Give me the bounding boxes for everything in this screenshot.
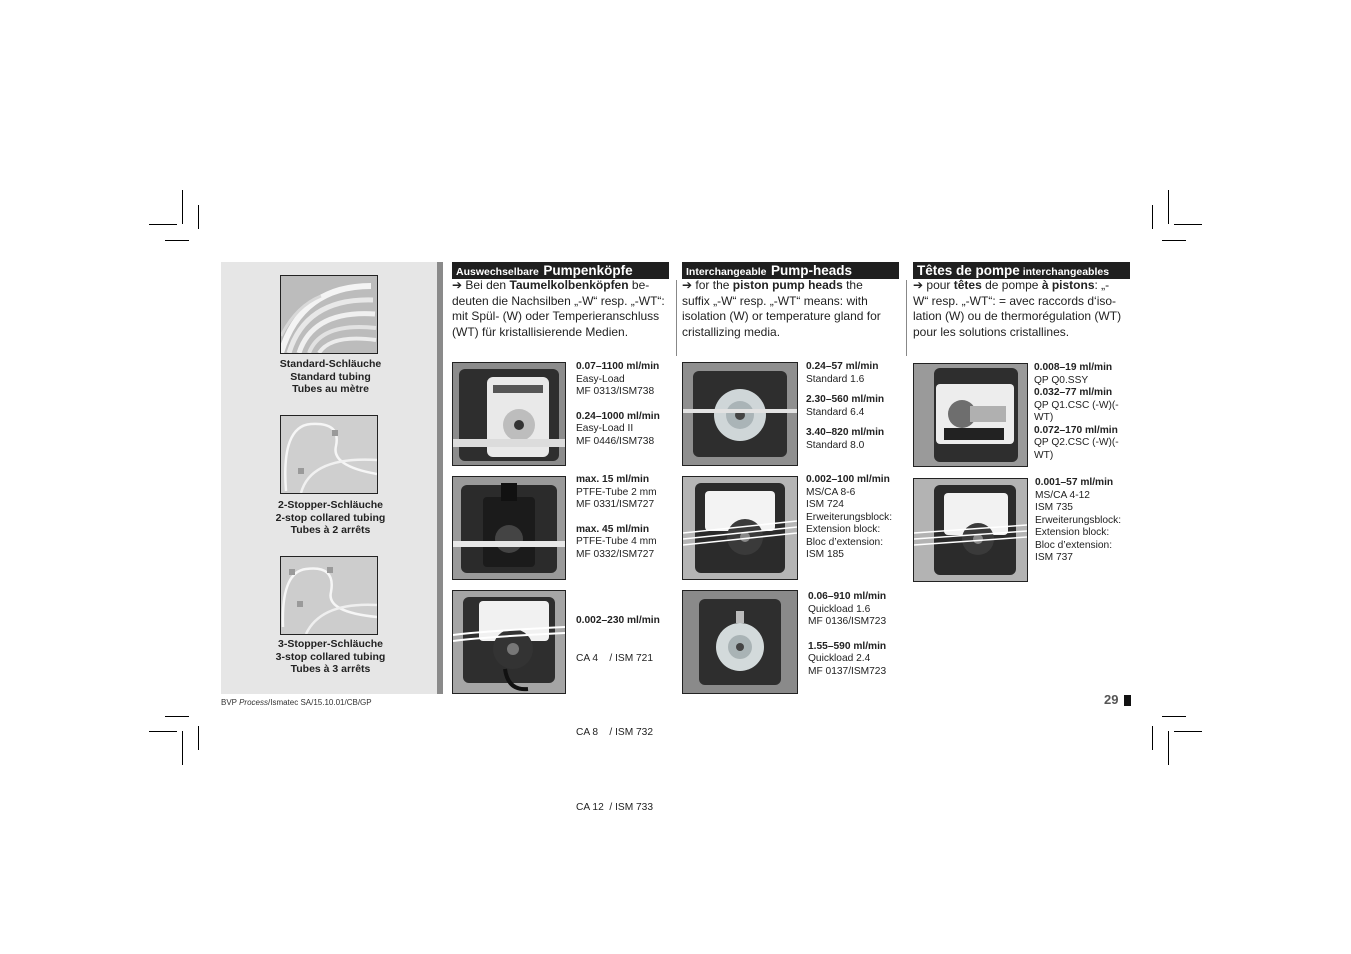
flow-rate: 0.032–77 ml/min [1034, 387, 1113, 398]
intro-text: be- [628, 278, 650, 292]
header-english [682, 262, 899, 279]
intro-line: pour les solutions cristallines. [913, 324, 1070, 339]
column-separator [906, 280, 907, 356]
intro-german [452, 278, 674, 340]
intro-text: de pompe [981, 278, 1042, 292]
model-name: Easy-Load [576, 373, 625, 385]
model-name: CA 12 / ISM 733 [576, 801, 654, 813]
spec-ca-cassette [576, 590, 676, 827]
model-name: CA 8 / ISM 732 [576, 727, 654, 738]
page-number-marker [1124, 695, 1131, 706]
model-name: Quickload 2.4 [808, 653, 871, 664]
spec-qp-piston [1034, 362, 1134, 462]
extension-label: Erweiterungsblock: [806, 511, 893, 523]
ms-ca-4-12-pump-photo [913, 478, 1028, 582]
flow-rate: 0.002–230 ml/min [576, 615, 660, 626]
intro-text: the [842, 278, 863, 292]
easy-load-pump-photo [452, 362, 566, 466]
sidebar-divider [437, 262, 443, 694]
intro-bold: à pistons [1041, 278, 1095, 292]
header-big-text: Pumpenköpfe [543, 263, 633, 278]
arrow-icon: ➔ [913, 278, 924, 292]
model-name: PTFE-Tube 4 mm [576, 536, 657, 547]
two-stop-tubing-photo [280, 415, 378, 494]
intro-text: Bei den [462, 278, 510, 292]
order-number: MF 0136/ISM723 [808, 616, 887, 627]
model-name: Standard 6.4 [806, 406, 865, 418]
flow-rate: max. 45 ml/min [576, 523, 650, 535]
extension-label: Extension block: [1035, 527, 1110, 538]
flow-rate: 0.008–19 ml/min [1034, 362, 1113, 373]
arrow-icon: ➔ [452, 278, 463, 292]
intro-text: : „- [1094, 278, 1110, 292]
flow-rate: max. 15 ml/min [576, 474, 650, 485]
model-name: WT) [1034, 412, 1054, 423]
extension-label: Erweiterungsblock: [1035, 514, 1122, 526]
order-number: ISM 724 [806, 499, 844, 510]
flow-rate: 2.30–560 ml/min [806, 394, 885, 405]
header-big-text: Pump-heads [770, 263, 852, 278]
caption-line-fr: Tubes au mètre [292, 383, 369, 396]
caption-line-fr: Tubes à 2 arrêts [290, 524, 371, 537]
model-name: QP Q1.CSC (-W)(- [1034, 399, 1119, 411]
intro-line: mit Spül- (W) oder Temperieranschluss [452, 309, 660, 323]
model-name: CA 4 / ISM 721 [576, 652, 654, 664]
header-small-text: interchangeables [1019, 266, 1110, 278]
three-stop-tubing-photo [280, 556, 378, 635]
intro-bold: piston pump heads [732, 278, 843, 292]
intro-bold: têtes [953, 278, 982, 292]
two-stop-tubing-caption [221, 499, 440, 537]
intro-text: pour [923, 278, 954, 292]
footer-text: /Ismatec SA/15.10.01/CB/GP [268, 698, 372, 707]
standard-tubing-caption [221, 358, 440, 396]
model-name: QP Q0.SSY [1034, 374, 1089, 386]
intro-line: isolation (W) or temperature gland for [682, 309, 881, 323]
model-name: QP Q2.CSC (-W)(- [1034, 437, 1119, 448]
three-stop-tubing-caption [221, 638, 440, 676]
header-small-text: Interchangeable [686, 266, 767, 278]
caption-line-en: 3-stop collared tubing [275, 650, 386, 663]
model-name: PTFE-Tube 2 mm [576, 486, 657, 498]
document-footer [221, 698, 372, 707]
footer-text: BVP [221, 698, 240, 707]
model-name: Standard 1.6 [806, 373, 865, 385]
order-number: ISM 735 [1035, 502, 1073, 513]
standard-tubing-photo [280, 275, 378, 354]
spec-easy-load [576, 361, 676, 448]
ms-ca-8-6-pump-photo [682, 476, 798, 580]
extension-label: Bloc d’extension: [1035, 539, 1113, 551]
order-number: ISM 737 [1035, 552, 1073, 563]
column-separator [676, 280, 677, 356]
order-number: MF 0313/ISM738 [576, 386, 655, 397]
header-french [913, 262, 1130, 279]
intro-line: cristallizing media. [682, 324, 781, 339]
header-small-text: Auswechselbare [456, 266, 539, 278]
spec-ms-ca-4-12 [1035, 477, 1135, 565]
spec-quickload [808, 591, 908, 678]
flow-rate: 0.07–1100 ml/min [576, 361, 660, 372]
footer-italic: Process [239, 698, 268, 707]
intro-line: deuten die Nachsilben „-W“ resp. „-WT“: [452, 293, 665, 308]
order-number: MF 0331/ISM727 [576, 499, 655, 510]
caption-line-en: Standard tubing [290, 370, 371, 383]
flow-rate: 0.24–1000 ml/min [576, 410, 660, 422]
spec-standard-piston [806, 361, 906, 452]
model-name: Easy-Load II [576, 423, 634, 434]
spec-ptfe [576, 474, 676, 561]
intro-line: W“ resp. „-WT“: = avec raccords d‘iso- [913, 293, 1117, 308]
caption-line-fr: Tubes à 3 arrêts [290, 663, 371, 676]
standard-piston-pump-photo [682, 362, 798, 466]
extension-label: Bloc d’extension: [806, 536, 884, 548]
ptfe-pump-photo [452, 476, 566, 580]
intro-bold: Taumelkolbenköpfen [509, 278, 629, 292]
order-number: MF 0137/ISM723 [808, 665, 887, 677]
header-german [452, 262, 669, 279]
model-name: Standard 8.0 [806, 439, 865, 451]
flow-rate: 0.001–57 ml/min [1035, 477, 1114, 488]
intro-english [682, 278, 904, 340]
arrow-icon: ➔ [682, 278, 693, 292]
quickload-pump-photo [682, 590, 798, 694]
model-name: Quickload 1.6 [808, 603, 871, 615]
intro-text: for the [692, 278, 733, 292]
intro-french [913, 278, 1135, 340]
intro-line: lation (W) ou de thermorégulation (WT) [913, 309, 1122, 323]
intro-line: (WT) für kristallisierende Medien. [452, 324, 629, 339]
caption-line-de: 3-Stopper-Schläuche [277, 638, 384, 650]
flow-rate: 1.55–590 ml/min [808, 640, 887, 652]
page-number: 29 [1104, 692, 1119, 707]
flow-rate: 0.06–910 ml/min [808, 591, 887, 602]
flow-rate: 0.072–170 ml/min [1034, 424, 1118, 436]
model-name: WT) [1034, 449, 1054, 461]
flow-rate: 3.40–820 ml/min [806, 427, 885, 438]
order-number: ISM 185 [806, 549, 844, 560]
caption-line-en: 2-stop collared tubing [275, 511, 386, 524]
flow-rate: 0.002–100 ml/min [806, 474, 890, 485]
spec-ms-ca-8-6 [806, 474, 906, 562]
flow-rate: 0.24–57 ml/min [806, 361, 879, 372]
extension-label: Extension block: [806, 524, 881, 535]
caption-line-de: 2-Stopper-Schläuche [277, 499, 384, 511]
model-name: MS/CA 8-6 [806, 486, 856, 498]
model-name: MS/CA 4-12 [1035, 489, 1090, 501]
order-number: MF 0332/ISM727 [576, 548, 655, 560]
caption-line-de: Standard-Schläuche [279, 358, 382, 370]
qp-piston-pump-photo [913, 363, 1028, 467]
header-big-text: Têtes de pompe [917, 263, 1020, 278]
order-number: MF 0446/ISM738 [576, 435, 655, 447]
ca-cassette-pump-photo [452, 590, 566, 694]
intro-line: suffix „-W“ resp. „-WT“ means: with [682, 293, 868, 308]
